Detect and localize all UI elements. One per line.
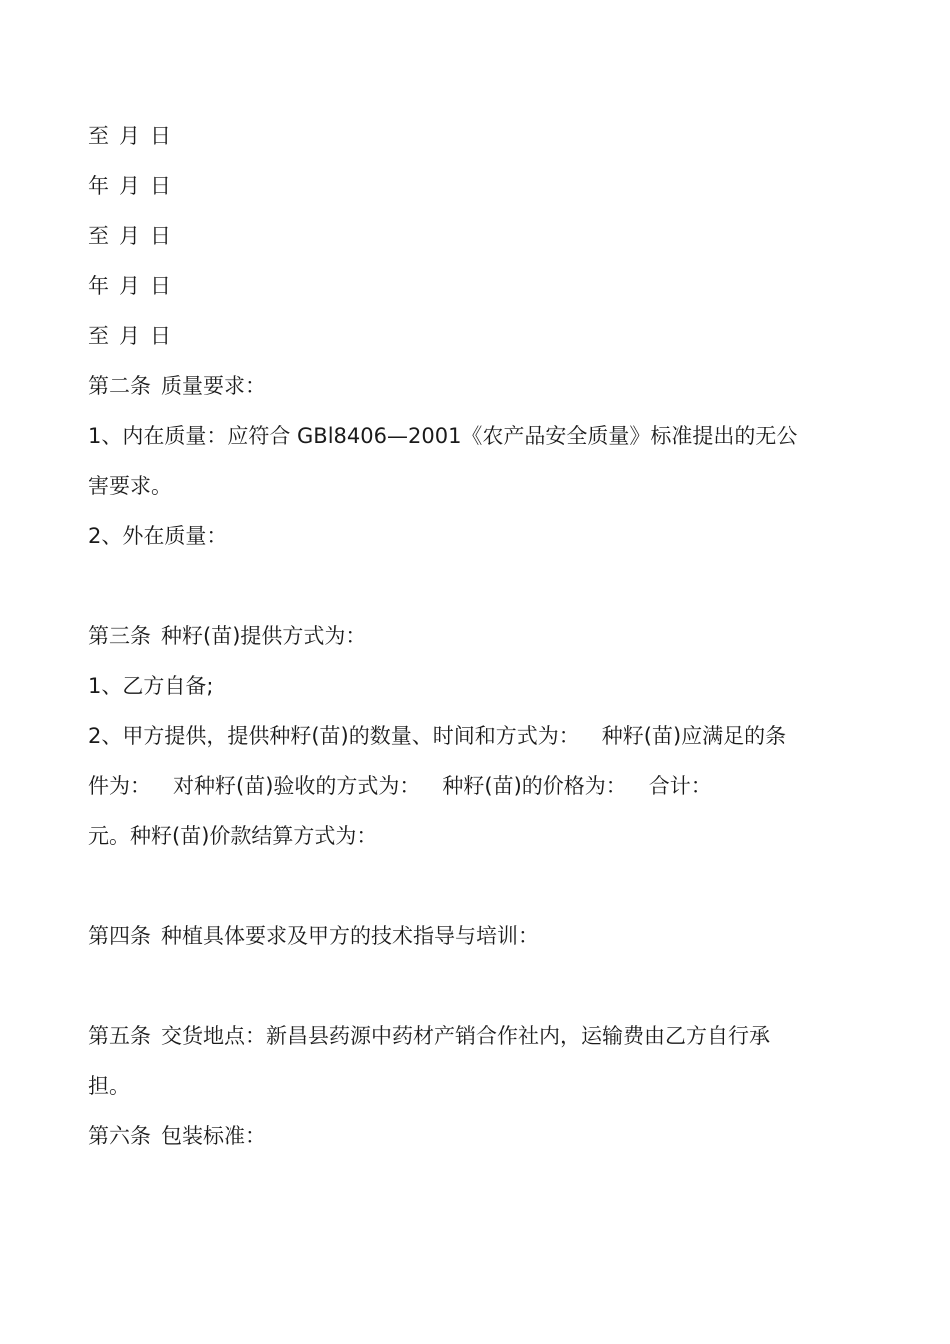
date-row: 至 月 日 — [88, 124, 171, 148]
article5-continued: 担。 — [88, 1074, 130, 1098]
article6-heading: 第六条 包装标准： — [88, 1124, 266, 1148]
article3-item2-continued: 元。种籽(苗)价款结算方式为： — [88, 824, 378, 848]
date-row: 至 月 日 — [88, 324, 171, 348]
article3-item2: 2、甲方提供，提供种籽(苗)的数量、时间和方式为： 种籽(苗)应满足的条 — [88, 724, 787, 748]
date-row: 年 月 日 — [88, 274, 171, 298]
article2-heading: 第二条 质量要求： — [88, 374, 266, 398]
article5-heading: 第五条 交货地点：新昌县药源中药材产销合作社内，运输费由乙方自行承 — [88, 1024, 770, 1048]
article2-item1-continued: 害要求。 — [88, 474, 172, 498]
document-body — [88, 111, 868, 1161]
article2-item2: 2、外在质量： — [88, 524, 228, 548]
blank-line — [88, 561, 868, 611]
article3-item2-continued: 件为： 对种籽(苗)验收的方式为： 种籽(苗)的价格为： 合计： — [88, 774, 712, 798]
article3-item1: 1、乙方自备; — [88, 674, 214, 698]
date-row: 至 月 日 — [88, 224, 171, 248]
blank-line — [88, 861, 868, 911]
date-row: 年 月 日 — [88, 174, 171, 198]
article3-heading: 第三条 种籽(苗)提供方式为： — [88, 624, 367, 648]
article4-heading: 第四条 种植具体要求及甲方的技术指导与培训： — [88, 924, 539, 948]
article2-item1: 1、内在质量：应符合 GBl8406—2001《农产品安全质量》标准提出的无公 — [88, 424, 798, 448]
blank-line — [88, 961, 868, 1011]
